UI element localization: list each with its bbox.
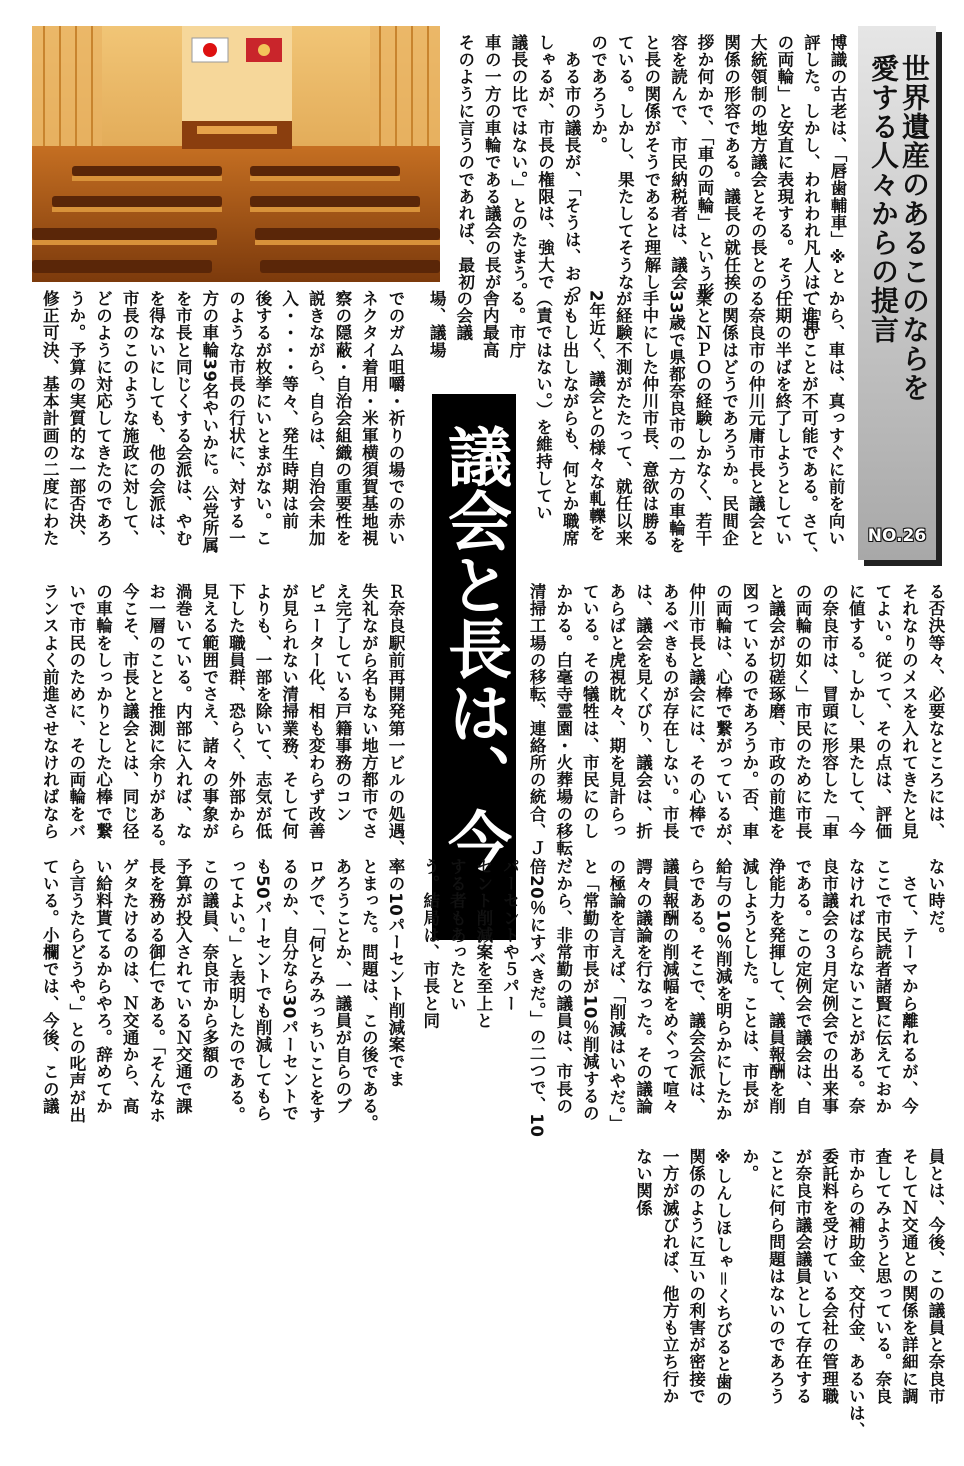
article-column-5: Ｒ奈良駅前再開発第一ビルの処遇、 失礼ながら名もない地方都市でさ え完了している戸籍事務のコン ピューター化、相も変わらず改善 が見られない清掃業務、そして何 よりも、一部を除いて、志気が低 下した職員群、恐らく、外部から 見える範囲でさえ、諸々の事象が 渦巻いている。内部に入れば、な お一層のことと推測に余りがある。 今こそ、市長と議会とは、同じ径 の車輪をしっかりとした心棒で繋 いで市民のために、その両輪をバ ランスよく前進させなければなら (40, 583, 405, 857)
article-column-6: ない時だ。 さて、テーマから離れるが、今 ここで市民読者諸賢に伝えておか なければならないことがある。奈 良市議会の３月定例会での出来事 である。この定例会で議会は、自 浄能力を発揮して、議員報酬を削 減しようとした。ことは、市長が 給与の10％削減を明らかにしたか らである。そこで、議会会派は、 議員報酬の削減幅をめぐって喧々 諤々の議論を行なった。その議論 の極論を言えば、「削減はいやだ。」 と「常勤の市長が10％削減するの だから、非常勤の議員は、市長の 倍20％にすべきだ。」の二つで、10 パーセントや５パー セント削減案を至上と する者もあったとい う。結局は、市長と同 (420, 858, 945, 1138)
article-column-4: る否決等々、必要なところには、 それなりのメスを入れてきたと見 てよい。従って、その点は、評価 に値する。しかし、果たして、今 の奈良市は、冒頭に形容した「車 の両輪の如く」市民のために市長 と議会が切磋琢磨、市政の前進を 図っているのであろうか。否、車 の両輪は、心棒で繋がっているが、 仲川市長と議会には、その心棒で あるべきものが存在しない。市長 は、議会を見くびり、議会は、折 あらばと虎視眈々、期を見計らっ ている。その犠牲は、市民にのし かかる。白毫寺霊園・火葬場の移転、 清掃工場の移転、連絡所の統合、Ｊ (527, 583, 945, 874)
japan-flag-icon (192, 38, 228, 62)
article-column-1: 博識の古老は、「唇歯輔車」※と 評した。しかし、われわれ凡人は、「車 の両輪」と安直に表現する。そう、 大統領制の地方議会とその長との 関係の形容である。議長の就任挨 拶か何かで、「車の両輪」という形 容を読んで、市民納税者は、議会 と長の関係がそうであると理解し ている。しかし、果たしてそうな のであろうか。 ある市の議長が、「そうは、おっ しゃるが、市長の権限は、強大で 議長の比ではない。」とのたまう。 車の一方の車輪である議会の長が そのように言うのであれば、最初 (455, 34, 847, 334)
series-banner (858, 26, 936, 560)
article-column-7: 率の10パーセント削減案でま とまった。問題は、この後である。 あろうことか、一議員が自らのブ ログで、「何とみみっちいことをす るのか、自分なら30パーセントで も50パーセントでも削減してもら ってよい。」と表明したのである。 この議員、奈良市から多額の 予算が投入されているＮ交通で課 長を務める御仁である。「そんなホ ゲタたけるのは、Ｎ交通から、高 い給料貰てるからやろ。辞めてか ら言うたらどうや。」との叱声が出 ている。小欄では、今後、この議 (40, 858, 405, 1132)
article-column-8: 員とは、今後、この議員と奈良市 そしてＮ交通との関係を詳細に調 査してみようと思っている。奈良 市からの補助金、交付金、あるいは、 委託料を受けている会社の管理職 が奈良市議会議員として存在する ことに何ら問題はないのであろう か。 ※しんしほしゃ＝くちびると歯の 関係のように互いの利害が密接で 一方が滅びれば、他方も立ち行か ない関係 (633, 1148, 945, 1439)
article-column-3: でのガム咀嚼・祈りの場での赤い ネクタイ着用・米軍横須賀基地視 察の隠蔽・自治会組織の重要性を 説きながら、自らは、自治会未加 入・・・・等々、発生時期は前 後するが枚挙にいとまがない。こ のような市長の行状に、対する一 方の車輪39名やいかに。公党所属 を市長と同じくする会派は、やむ を得ないにしても、他の会派は、 市長のこのような施政に対して、 どのように対応してきたのであろ うか。予算の実質的な一部否決、 修正可決、基本計画の二度にわた (40, 290, 405, 554)
series-title: 世界遺産のあるこのならを 愛する人々からの提言 (867, 54, 931, 402)
city-flag-icon (246, 38, 282, 62)
assembly-hall-illustration (32, 26, 440, 282)
headline: 議会と長は、今 (432, 394, 516, 940)
assembly-hall-photo (32, 26, 440, 282)
series-number: NO.26 (867, 526, 927, 546)
article-column-2: から、車は、真っすぐに前を向い て進むことが不可能である。さて、 任期の半ばを終了しようとしてい る奈良市の仲川元庸市長と議会と の関係はどうであろうか。民間企 業とＮＰＯの経験しかなく、若干 33歳で県都奈良市の一方の車輪を 手中にした仲川市長、意欲は勝る が経験不測がたたって、就任以来 2年近く、議会との様々な軋轢を かもし出しながらも、何とか職席 （責ではない。）を維持してい る。市庁 舎内最高 の会議 場、議場 (427, 290, 845, 564)
